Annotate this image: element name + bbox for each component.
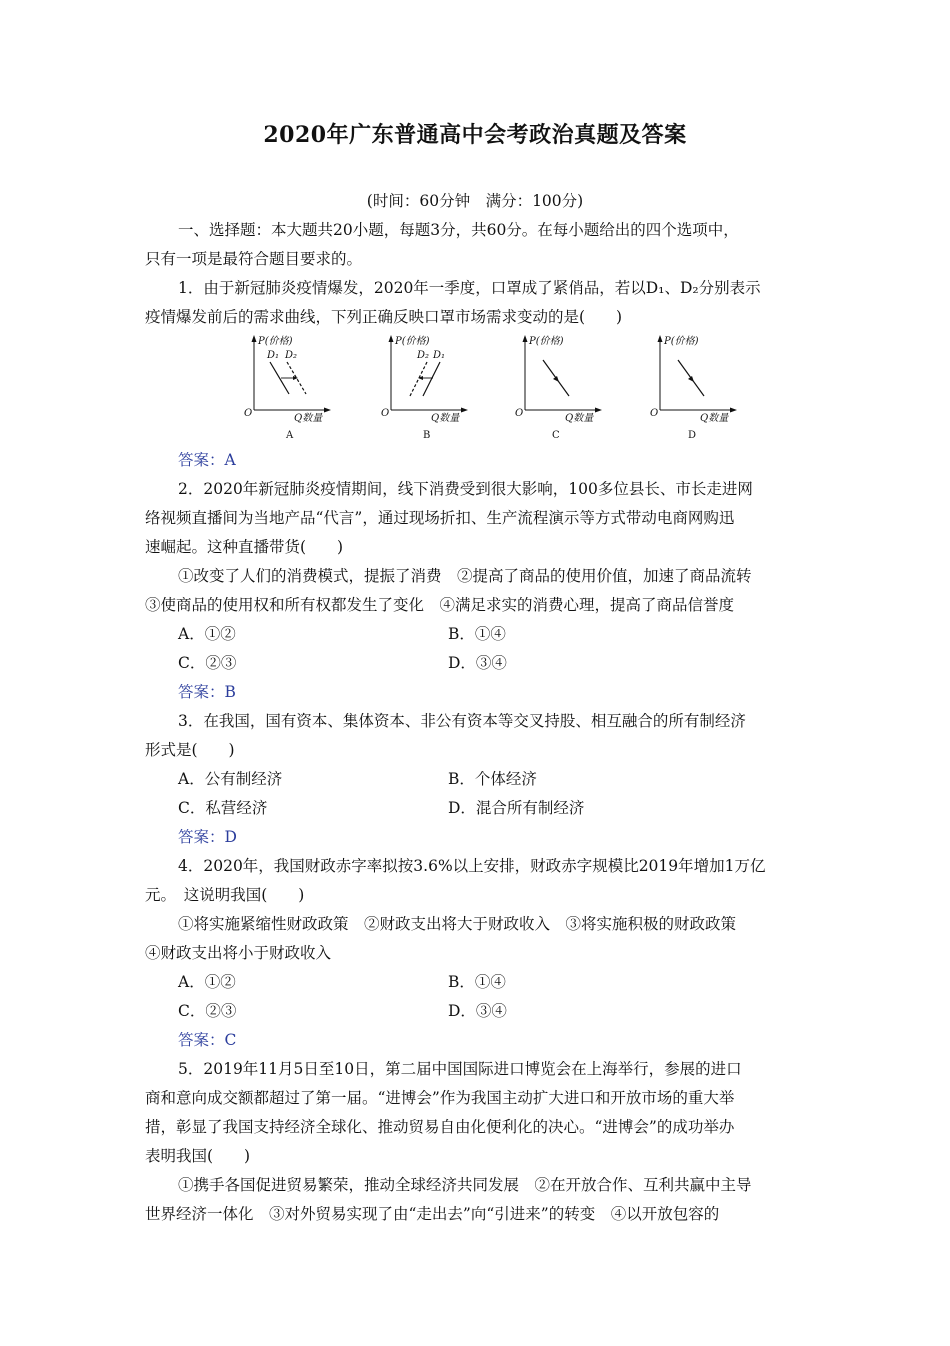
q4-options-row2 (178, 1001, 810, 1021)
q4-stem-cont: 元。 这说明我国( ) (145, 886, 305, 904)
x-axis-arrow (461, 408, 468, 413)
curve-d2-label: D₂ (417, 350, 430, 361)
q3-option-b: B．个体经济 (448, 770, 537, 788)
chart-label: B (423, 430, 431, 441)
q5-statements: ①携手各国促进贸易繁荣，推动全球经济共同发展 ②在开放合作、互利共赢中主导 (178, 1176, 752, 1194)
page-title: 2020年广东普通高中会考政治真题及答案 (263, 122, 687, 148)
q3-stem: 3．在我国，国有资本、集体资本、非公有资本等交叉持股、相互融合的所有制经济 (178, 712, 746, 730)
q3-option-c: C．私营经济 (178, 799, 268, 817)
y-axis-arrow (252, 335, 257, 342)
movement-arrow-head (688, 376, 694, 382)
q4-option-b: B．①④ (448, 973, 506, 991)
q4-option-a: A．①② (178, 973, 236, 991)
q2-option-a: A．①② (178, 625, 236, 643)
q4-options-row1 (178, 972, 810, 992)
q2-options-row2 (178, 653, 810, 673)
q3-stem-cont: 形式是( ) (145, 741, 235, 759)
q3-answer: 答案：D (178, 828, 237, 846)
x-axis-label: Q数量 (294, 413, 323, 424)
y-axis-label: P(价格) (395, 336, 430, 347)
q2-stem: 2．2020年新冠肺炎疫情期间，线下消费受到很大影响，100多位县长、市长走进网 (178, 480, 753, 498)
q2-option-b: B．①④ (448, 625, 506, 643)
section-instructions-cont: 只有一项是最符合题目要求的。 (145, 250, 363, 268)
chart-b-svg (377, 332, 487, 444)
q1-charts (240, 332, 750, 444)
y-axis-arrow (523, 335, 528, 342)
demand-curve-d2 (410, 362, 427, 396)
q2-answer: 答案：B (178, 683, 236, 701)
curve-d2-label: D₂ (285, 350, 298, 361)
q4-statements-cont: ④财政支出将小于财政收入 (145, 944, 332, 962)
q1-answer: 答案：A (178, 451, 236, 469)
origin-label: O (515, 408, 524, 419)
x-axis-arrow (730, 408, 737, 413)
chart-a-svg (240, 332, 350, 444)
q4-answer: 答案：C (178, 1031, 237, 1049)
movement-arrow-head (553, 376, 559, 382)
q4-option-d: D．③④ (448, 1002, 507, 1020)
x-axis-arrow (324, 408, 331, 413)
chart-label: A (286, 430, 294, 441)
q3-option-a: A．公有制经济 (178, 770, 283, 788)
q2-statements: ①改变了人们的消费模式，提振了消费 ②提高了商品的使用价值，加速了商品流转 (178, 567, 752, 585)
x-axis-label: Q数量 (431, 413, 460, 424)
chart-label: C (552, 430, 560, 441)
q4-option-c: C．②③ (178, 1002, 237, 1020)
q5-stem-cont3: 表明我国( ) (145, 1147, 251, 1165)
curve-d1-label: D₁ (433, 350, 446, 361)
exam-meta: (时间：60分钟 满分：100分) (366, 192, 584, 210)
chart-c (511, 332, 621, 444)
y-axis-arrow (389, 335, 394, 342)
x-axis-label: Q数量 (700, 413, 729, 424)
q2-option-c: C．②③ (178, 654, 237, 672)
chart-b (377, 332, 487, 444)
q4-stem: 4．2020年，我国财政赤字率拟按3.6%以上安排，财政赤字规模比2019年增加1万亿 (178, 857, 766, 875)
q3-options-row2 (178, 798, 810, 818)
curve-d1-label: D₁ (267, 350, 280, 361)
y-axis-label: P(价格) (529, 336, 564, 347)
y-axis-label: P(价格) (664, 336, 699, 347)
q5-stem-cont2: 措，彰显了我国支持经济全球化、推动贸易自由化便利化的决心。“进博会”的成功举办 (145, 1118, 735, 1136)
q5-statements-cont: 世界经济一体化 ③对外贸易实现了由“走出去”向“引进来”的转变 ④以开放包容的 (145, 1205, 720, 1223)
q2-stem-cont2: 速崛起。这种直播带货( ) (145, 538, 344, 556)
x-axis-arrow (595, 408, 602, 413)
x-axis-label: Q数量 (565, 413, 594, 424)
section-instructions: 一、选择题：本大题共20小题，每题3分，共60分。在每小题给出的四个选项中， (178, 221, 739, 239)
chart-label: D (688, 430, 697, 441)
chart-c-svg (511, 332, 621, 444)
q3-options-row1 (178, 769, 810, 789)
q5-stem: 5．2019年11月5日至10日，第二届中国国际进口博览会在上海举行，参展的进口 (178, 1060, 742, 1078)
q1-stem: 1．由于新冠肺炎疫情爆发，2020年一季度，口罩成了紧俏品，若以D₁、D₂分别表示 (178, 279, 761, 297)
chart-a (240, 332, 350, 444)
chart-d (646, 332, 756, 444)
q4-statements: ①将实施紧缩性财政政策 ②财政支出将大于财政收入 ③将实施积极的财政政策 (178, 915, 737, 933)
origin-label: O (650, 408, 659, 419)
demand-curve-d1 (423, 362, 440, 396)
origin-label: O (381, 408, 390, 419)
y-axis-arrow (658, 335, 663, 342)
q5-stem-cont: 商和意向成交额都超过了第一届。“进博会”作为我国主动扩大进口和开放市场的重大举 (145, 1089, 735, 1107)
q1-stem-cont: 疫情爆发前后的需求曲线，下列正确反映口罩市场需求变动的是( ) (145, 308, 623, 326)
origin-label: O (244, 408, 253, 419)
q2-options-row1 (178, 624, 810, 644)
q2-option-d: D．③④ (448, 654, 507, 672)
y-axis-label: P(价格) (258, 336, 293, 347)
q2-stem-cont: 络视频直播间为当地产品“代言”，通过现场折扣、生产流程演示等方式带动电商网购迅 (145, 509, 735, 527)
q2-statements-cont: ③使商品的使用权和所有权都发生了变化 ④满足求实的消费心理，提高了商品信誉度 (145, 596, 735, 614)
chart-d-svg (646, 332, 756, 444)
q3-option-d: D．混合所有制经济 (448, 799, 585, 817)
shift-arrow-head (418, 376, 423, 380)
